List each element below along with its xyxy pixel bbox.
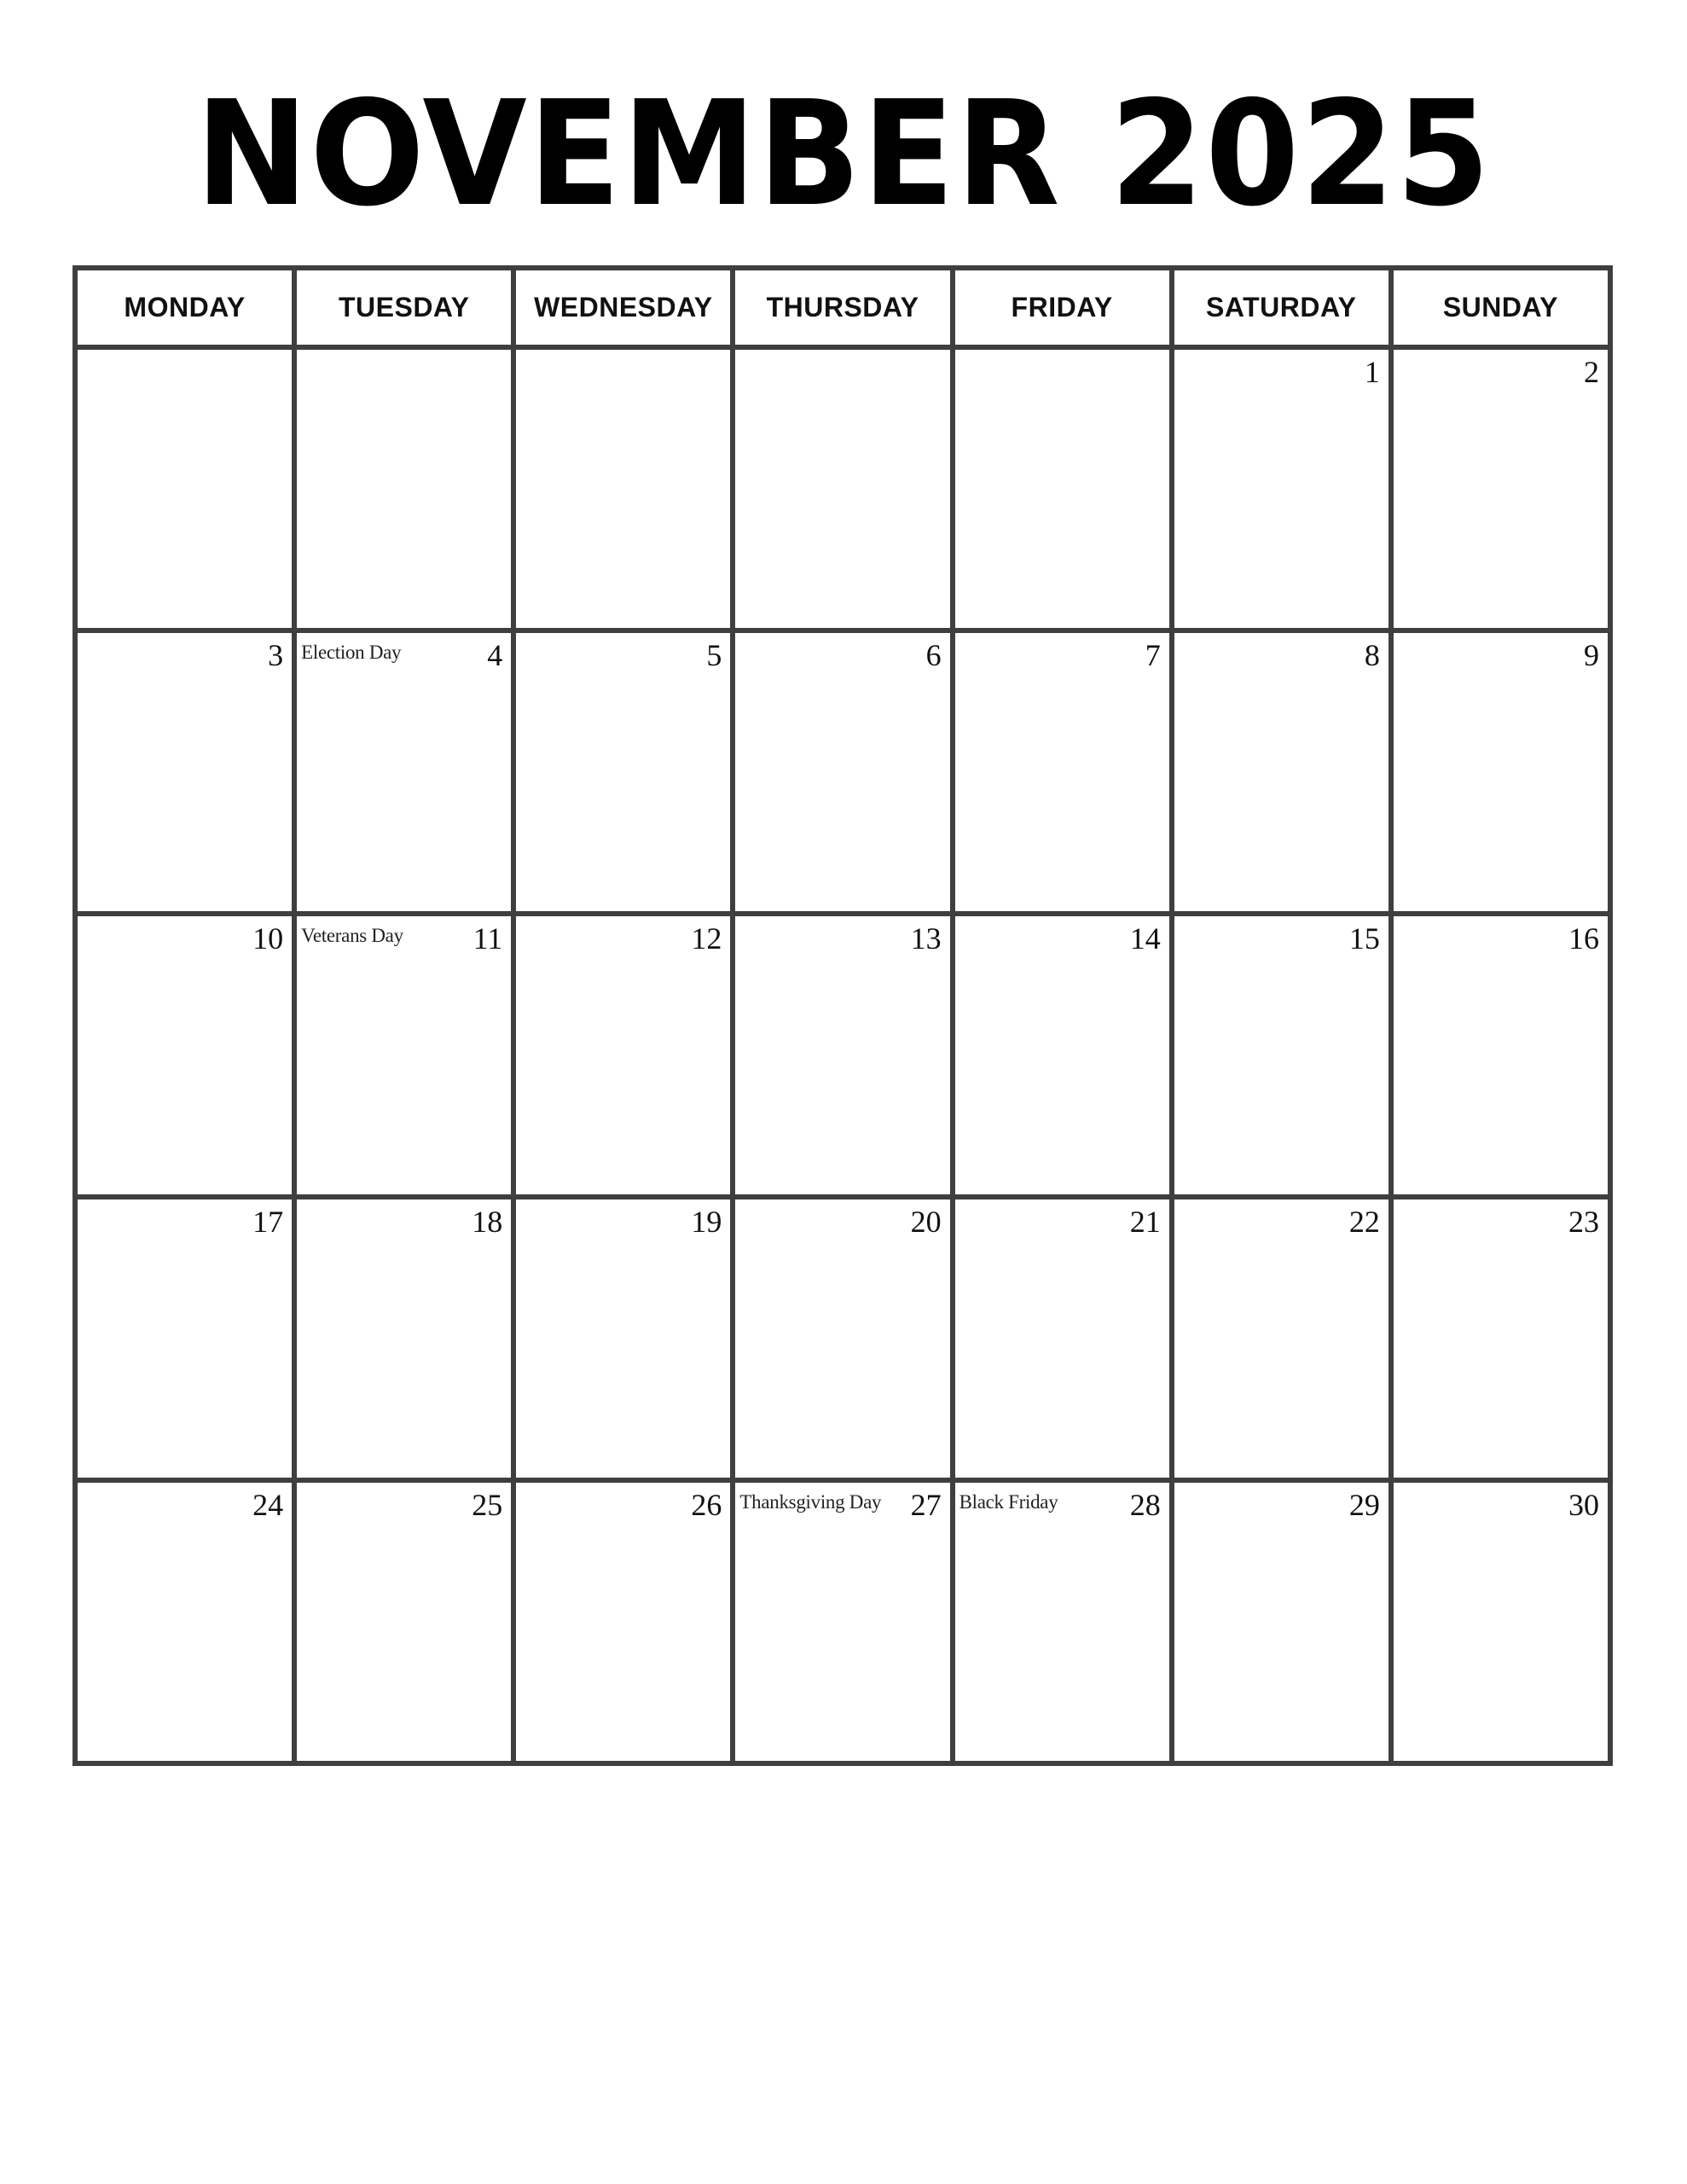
day-number: 3 bbox=[268, 638, 284, 672]
day-number: 25 bbox=[472, 1488, 503, 1522]
day-cell bbox=[297, 1483, 511, 1761]
holiday-label: Thanksgiving Day bbox=[739, 1491, 882, 1513]
day-cell bbox=[735, 1199, 949, 1478]
day-cell bbox=[516, 1483, 730, 1761]
day-number: 26 bbox=[691, 1488, 722, 1522]
day-number: 4 bbox=[487, 638, 503, 672]
day-number: 16 bbox=[1568, 921, 1599, 956]
day-cell bbox=[1394, 1199, 1608, 1478]
day-number: 2 bbox=[1583, 355, 1599, 389]
day-number: 29 bbox=[1348, 1488, 1380, 1522]
day-cell bbox=[955, 1483, 1169, 1761]
day-cell bbox=[78, 1199, 292, 1478]
weekday-header-thursday: THURSDAY bbox=[735, 270, 949, 345]
day-cell bbox=[516, 633, 730, 911]
day-number: 18 bbox=[472, 1205, 503, 1239]
day-cell bbox=[78, 633, 292, 911]
weekday-header-tuesday: TUESDAY bbox=[297, 270, 511, 345]
weekday-header-saturday: SATURDAY bbox=[1174, 270, 1388, 345]
day-number: 19 bbox=[691, 1205, 722, 1239]
holiday-label: Election Day bbox=[301, 642, 402, 663]
holiday-label: Black Friday bbox=[959, 1491, 1058, 1513]
day-number: 27 bbox=[910, 1488, 942, 1522]
day-number: 5 bbox=[706, 638, 722, 672]
weekday-header-wednesday: WEDNESDAY bbox=[516, 270, 730, 345]
day-cell bbox=[297, 1199, 511, 1478]
day-cell bbox=[1394, 350, 1608, 628]
day-cell bbox=[1174, 1199, 1388, 1478]
day-cell bbox=[1394, 1483, 1608, 1761]
day-cell-empty bbox=[297, 350, 511, 628]
day-cell bbox=[1174, 1483, 1388, 1761]
day-number: 28 bbox=[1129, 1488, 1161, 1522]
day-cell bbox=[1174, 633, 1388, 911]
day-cell-empty bbox=[78, 350, 292, 628]
day-number: 6 bbox=[925, 638, 942, 672]
day-cell bbox=[955, 633, 1169, 911]
day-number: 1 bbox=[1364, 355, 1380, 389]
day-number: 30 bbox=[1568, 1488, 1599, 1522]
day-cell bbox=[1174, 916, 1388, 1194]
day-cell bbox=[1174, 350, 1388, 628]
day-number: 20 bbox=[910, 1205, 942, 1239]
day-number: 24 bbox=[252, 1488, 284, 1522]
calendar-grid bbox=[72, 265, 1613, 1766]
day-number: 21 bbox=[1129, 1205, 1161, 1239]
day-number: 10 bbox=[252, 921, 284, 956]
day-cell bbox=[1394, 916, 1608, 1194]
day-cell bbox=[735, 633, 949, 911]
weekday-header-monday: MONDAY bbox=[78, 270, 292, 345]
day-number: 22 bbox=[1348, 1205, 1380, 1239]
day-cell-empty bbox=[955, 350, 1169, 628]
day-number: 12 bbox=[691, 921, 722, 956]
calendar-title: NOVEMBER 2025 bbox=[195, 70, 1492, 239]
day-number: 15 bbox=[1348, 921, 1380, 956]
day-number: 9 bbox=[1583, 638, 1599, 672]
day-number: 13 bbox=[910, 921, 942, 956]
day-cell-empty bbox=[516, 350, 730, 628]
day-cell bbox=[955, 916, 1169, 1194]
day-cell bbox=[1394, 633, 1608, 911]
day-cell bbox=[78, 916, 292, 1194]
weekday-header-sunday: SUNDAY bbox=[1394, 270, 1608, 345]
day-number: 11 bbox=[472, 921, 503, 956]
day-cell bbox=[516, 1199, 730, 1478]
day-cell bbox=[735, 916, 949, 1194]
weekday-header-friday: FRIDAY bbox=[955, 270, 1169, 345]
day-number: 17 bbox=[252, 1205, 284, 1239]
day-cell-empty bbox=[735, 350, 949, 628]
day-cell bbox=[78, 1483, 292, 1761]
day-cell bbox=[955, 1199, 1169, 1478]
day-cell bbox=[735, 1483, 949, 1761]
day-cell bbox=[297, 633, 511, 911]
day-number: 8 bbox=[1364, 638, 1380, 672]
holiday-label: Veterans Day bbox=[301, 925, 403, 946]
day-cell bbox=[297, 916, 511, 1194]
day-number: 7 bbox=[1145, 638, 1161, 672]
day-number: 23 bbox=[1568, 1205, 1599, 1239]
day-cell bbox=[516, 916, 730, 1194]
day-number: 14 bbox=[1129, 921, 1161, 956]
